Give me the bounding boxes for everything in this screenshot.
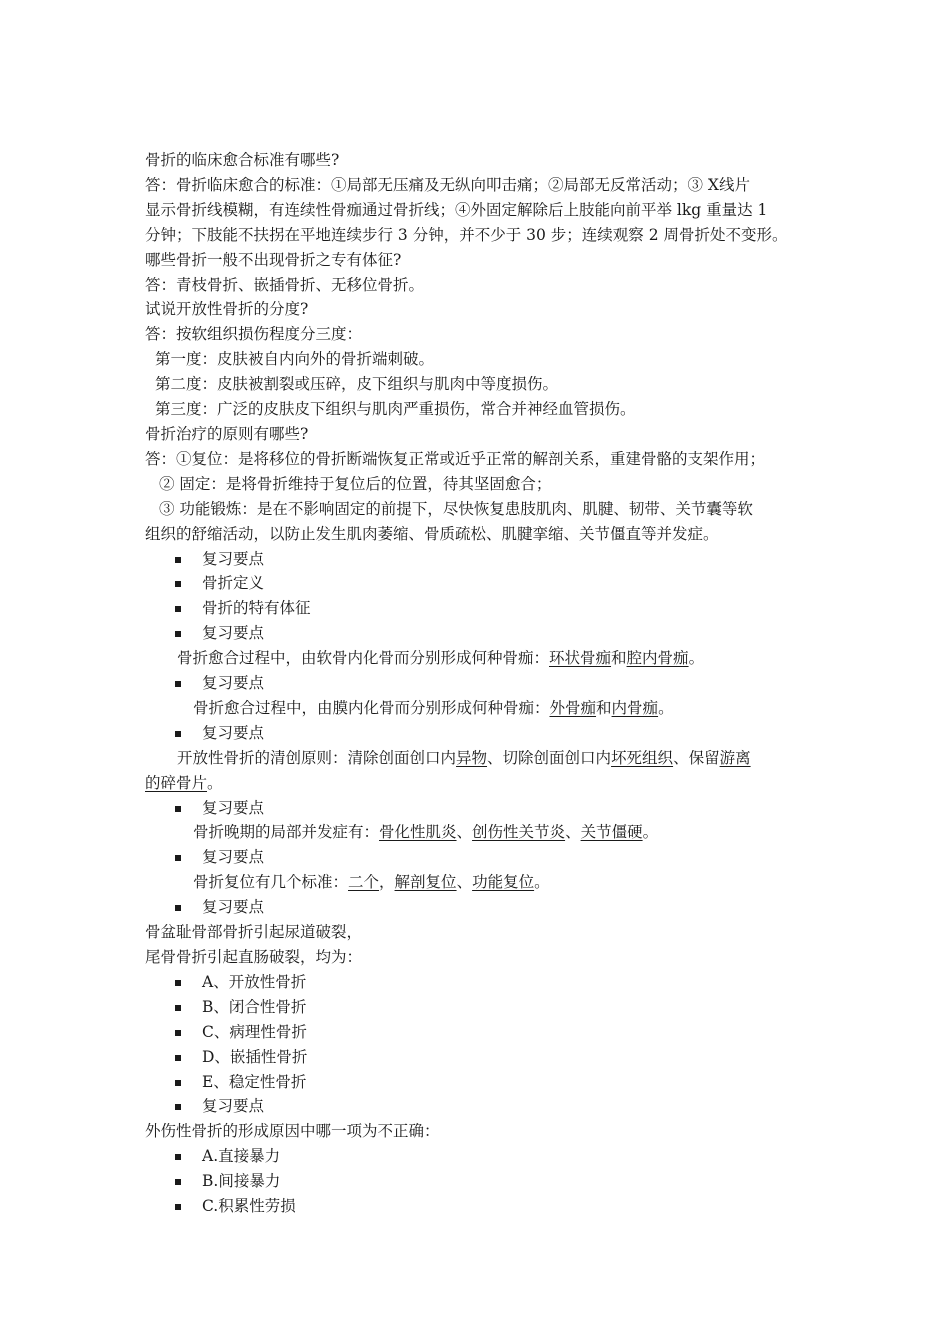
answer-line: ③ 功能锻炼：是在不影响固定的前提下，尽快恢复患肢肌肉、肌腱、韧带、关节囊等软 bbox=[159, 499, 753, 518]
degree-item: 第二度：皮肤被割裂或压碎，皮下组织与肌肉中等度损伤。 bbox=[155, 375, 559, 394]
question-pelvic-line1: 骨盆耻骨部骨折引起尿道破裂， bbox=[145, 923, 363, 942]
fill-text: ， bbox=[379, 873, 395, 892]
fill-answer: 关节僵硬 bbox=[580, 823, 643, 842]
answer-line: 分钟；下肢能不扶拐在平地连续步行 3 分钟，并不少于 30 步；连续观察 2 周骨折处不变形。 bbox=[145, 225, 788, 244]
bullet-item: 复习要点 bbox=[145, 621, 815, 646]
fill-answer: 游离 bbox=[719, 748, 751, 767]
bullet-item: 复习要点 bbox=[145, 671, 815, 696]
option-item: C、病理性骨折 bbox=[145, 1020, 815, 1045]
fill-answer: 骨化性肌炎 bbox=[379, 823, 457, 842]
fill-text: 、保留 bbox=[673, 748, 720, 767]
option-item: A.直接暴力 bbox=[145, 1144, 815, 1169]
fill-answer: 异物 bbox=[456, 748, 488, 767]
bullet-item: 骨折的特有体征 bbox=[145, 596, 815, 621]
fill-answer: 环状骨痂 bbox=[549, 649, 612, 668]
fill-text: 、 bbox=[456, 823, 473, 842]
fill-answer: 坏死组织 bbox=[611, 748, 674, 767]
answer-line: 答：①复位：是将移位的骨折断端恢复正常或近乎正常的解剖关系，重建骨骼的支架作用； bbox=[145, 449, 766, 468]
question-treatment-principles: 骨折治疗的原则有哪些? bbox=[145, 424, 309, 443]
fill-text: 开放性骨折的清创原则：清除创面创口内 bbox=[177, 748, 457, 767]
fill-answer: 的碎骨片 bbox=[145, 773, 208, 792]
fill-text: 。 bbox=[658, 698, 674, 717]
answer-line: 答：按软组织损伤程度分三度： bbox=[145, 325, 363, 344]
fill-in-callus-cartilage bbox=[145, 646, 815, 671]
fill-text: 和 bbox=[611, 649, 627, 668]
fill-text: 和 bbox=[596, 698, 612, 717]
fill-text: 、切除创面创口内 bbox=[487, 748, 612, 767]
fill-answer: 外骨痂 bbox=[549, 698, 597, 717]
fill-answer: 功能复位 bbox=[472, 873, 535, 892]
option-item: C.积累性劳损 bbox=[145, 1194, 815, 1219]
fill-in-debridement bbox=[145, 746, 810, 796]
question-pelvic-line2: 尾骨骨折引起直肠破裂，均为： bbox=[145, 948, 363, 966]
option-item: B、闭合性骨折 bbox=[145, 995, 815, 1020]
option-item: B.间接暴力 bbox=[145, 1169, 815, 1194]
degree-item: 第三度：广泛的皮肤皮下组织与肌肉严重损伤，常合并神经血管损伤。 bbox=[155, 400, 636, 419]
fill-in-late-complications bbox=[145, 820, 815, 845]
bullet-item: 复习要点 bbox=[145, 796, 815, 821]
option-item: E、稳定性骨折 bbox=[145, 1070, 815, 1095]
question-open-fracture-grading: 试说开放性骨折的分度? bbox=[145, 300, 309, 319]
fill-answer: 创伤性关节炎 bbox=[472, 823, 566, 842]
fill-text: 骨折晚期的局部并发症有： bbox=[193, 823, 380, 842]
bullet-item: 骨折定义 bbox=[145, 571, 815, 596]
fill-text: 骨折复位有几个标准： bbox=[193, 873, 349, 892]
fill-text: 、 bbox=[565, 823, 581, 842]
fill-text: 。 bbox=[534, 873, 550, 892]
answer-line: 答：骨折临床愈合的标准：①局部无压痛及无纵向叩击痛；②局部无反常活动；③ X线片 bbox=[145, 175, 750, 194]
answer-line: 答：青枝骨折、嵌插骨折、无移位骨折。 bbox=[145, 275, 425, 294]
fill-text: 骨折愈合过程中，由膜内化骨而分别形成何种骨痂： bbox=[193, 698, 550, 717]
degree-item: 第一度：皮肤被自内向外的骨折端刺破。 bbox=[155, 350, 435, 369]
bullet-item: 复习要点 bbox=[145, 895, 815, 920]
question-traumatic-causes: 外伤性骨折的形成原因中哪一项为不正确： bbox=[145, 1122, 440, 1141]
fill-in-reduction-standards bbox=[145, 870, 815, 895]
document-page bbox=[145, 148, 815, 1219]
option-item: D、嵌插性骨折 bbox=[145, 1045, 815, 1070]
fill-in-callus-membrane bbox=[145, 696, 815, 721]
bullet-item: 复习要点 bbox=[145, 721, 815, 746]
answer-line: 组织的舒缩活动，以防止发生肌肉萎缩、骨质疏松、肌腱挛缩、关节僵直等并发症。 bbox=[145, 524, 719, 543]
fill-answer: 解剖复位 bbox=[394, 873, 457, 892]
fill-text: 、 bbox=[456, 873, 473, 892]
bullet-item: 复习要点 bbox=[145, 547, 815, 572]
fill-answer: 二个 bbox=[348, 873, 380, 892]
answer-line: ② 固定：是将骨折维持于复位后的位置，待其坚固愈合； bbox=[159, 474, 552, 493]
fill-answer: 腔内骨痂 bbox=[626, 649, 689, 668]
option-item: A、开放性骨折 bbox=[145, 970, 815, 995]
question-no-specific-signs: 哪些骨折一般不出现骨折之专有体征? bbox=[145, 250, 402, 269]
fill-text: 。 bbox=[688, 649, 705, 668]
answer-line: 显示骨折线模糊，有连续性骨痂通过骨折线；④外固定解除后上肢能向前平举 lkg 重量达 1 bbox=[145, 200, 768, 219]
fill-text: 。 bbox=[642, 823, 659, 842]
fill-answer: 内骨痂 bbox=[611, 698, 659, 717]
question-clinical-healing: 骨折的临床愈合标准有哪些? bbox=[145, 151, 340, 169]
bullet-item: 复习要点 bbox=[145, 845, 815, 870]
fill-text: 。 bbox=[207, 773, 223, 792]
bullet-item: 复习要点 bbox=[145, 1094, 815, 1119]
fill-text: 骨折愈合过程中，由软骨内化骨而分别形成何种骨痂： bbox=[177, 649, 550, 668]
